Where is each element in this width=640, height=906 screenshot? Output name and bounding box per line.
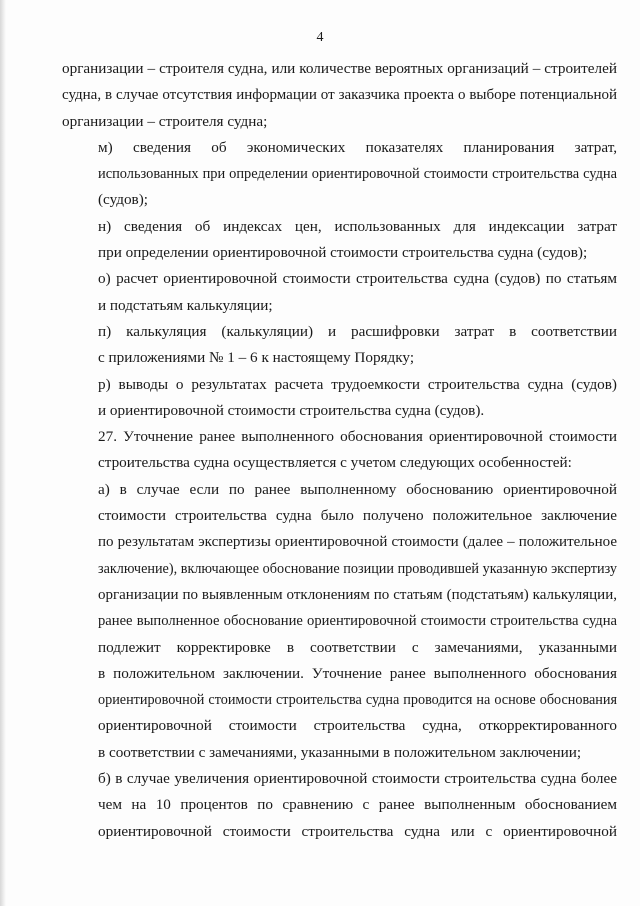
text-line: о) расчет ориентировочной стоимости строительства судна (судов) по статьям <box>98 270 617 288</box>
text-line: строительства судна осуществляется с учетом следующих особенностей: <box>98 454 572 472</box>
paragraph <box>62 214 617 267</box>
paragraph <box>62 477 617 766</box>
text-line: ориентировочной стоимости строительства судна или с ориентировочной <box>98 822 617 840</box>
text-line: судна, в случае отсутствия информации от заказчика проекта о выборе потенциальной <box>62 87 617 104</box>
text-line: (судов); <box>98 191 149 209</box>
paragraph <box>62 424 617 477</box>
text-line: и ориентировочной стоимости строительства судна (судов). <box>98 401 485 419</box>
text-line: ориентировочной стоимости строительства судна проводится на основе обоснования <box>98 692 617 709</box>
text-line: п) калькуляция (калькуляции) и расшифровки затрат в соответствии <box>98 322 617 340</box>
text-line: чем на 10 процентов по сравнению с ранее выполненным обоснованием <box>98 796 617 814</box>
text-line: организации по выявленным отклонениям по статьям (подстатьям) калькуляции, <box>98 586 617 603</box>
text-line: с приложениями № 1 – 6 к настоящему Порядку; <box>98 349 415 367</box>
text-line: заключение), включающее обоснование позиции проводившей указанную экспертизу <box>98 560 617 577</box>
text-line: при определении ориентировочной стоимости строительства судна (судов); <box>98 244 588 262</box>
text-line: ориентировочной стоимости строительства судна, откорректированного <box>98 717 617 735</box>
paragraph <box>62 372 617 425</box>
text-line: организации – строителя судна; <box>62 112 268 130</box>
text-line: а) в случае если по ранее выполненному обоснованию ориентировочной <box>98 480 617 498</box>
document-body <box>62 56 617 845</box>
text-line: по результатам экспертизы ориентировочной стоимости (далее – положительное <box>98 534 617 551</box>
text-line: подлежит корректировке в соответствии с замечаниями, указанными <box>98 638 617 656</box>
text-line: р) выводы о результатах расчета трудоемкости строительства судна (судов) <box>98 375 617 393</box>
text-line: н) сведения об индексах цен, использованных для индексации затрат <box>98 217 617 235</box>
text-line: ранее выполненное обоснование ориентировочной стоимости строительства судна <box>98 613 617 630</box>
text-line: стоимости строительства судна было получено положительное заключение <box>98 507 617 525</box>
text-line: и подстатьям калькуляции; <box>98 296 273 314</box>
paragraph <box>62 135 617 214</box>
paragraph <box>62 56 617 135</box>
text-line: организации – строителя судна, или количестве вероятных организаций – строителей <box>62 60 617 77</box>
text-line: б) в случае увеличения ориентировочной стоимости строительства судна более <box>98 770 617 788</box>
paragraph <box>62 266 617 319</box>
text-line: 27. Уточнение ранее выполненного обоснования ориентировочной стоимости <box>98 428 617 446</box>
page-number: 4 <box>316 30 324 45</box>
paragraph <box>62 766 617 845</box>
scan-edge-shadow <box>0 0 6 906</box>
paragraph <box>62 319 617 372</box>
text-line: в соответствии с замечаниями, указанными в положительном заключении; <box>98 743 582 761</box>
text-line: использованных при определении ориентировочной стоимости строительства судна <box>98 166 617 183</box>
text-line: м) сведения об экономических показателях планирования затрат, <box>98 138 617 156</box>
text-line: в положительном заключении. Уточнение ранее выполненного обоснования <box>98 664 617 682</box>
